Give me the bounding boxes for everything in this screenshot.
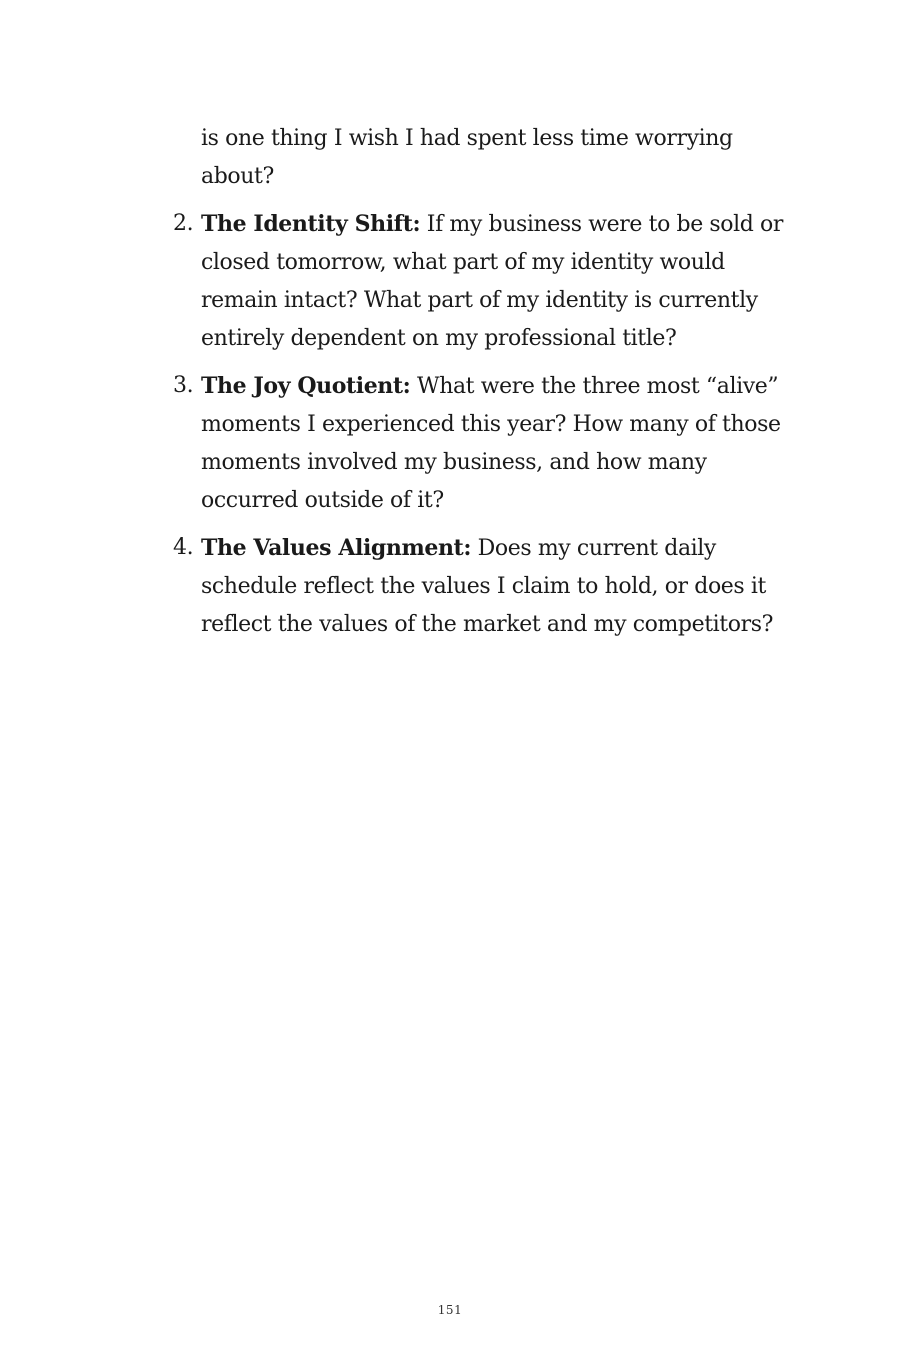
list-item-number: 4. [173, 535, 194, 560]
list-item-number: 2. [173, 211, 194, 236]
list-item [173, 529, 783, 644]
continuation-paragraph: is one thing I wish I had spent less time worrying about? [201, 126, 733, 189]
list-item-text: If my business were to be sold or closed tomorrow, what part of my identity would remain intact? What part of my identity is currently entirely dependent on my professional title? [201, 212, 784, 351]
list-item-text: What were the three most “alive” moments I experienced this year? How many of those moments involved my business, and how many occurred outside of it? [201, 374, 781, 513]
list-item-text: Does my current daily schedule reflect the values I claim to hold, or does it reflect the values of the market and my competitors? [201, 536, 773, 637]
list-item [173, 205, 783, 358]
list-item-term: The Values Alignment: [201, 535, 472, 561]
page-number: 151 [437, 1303, 463, 1317]
page-body [173, 120, 783, 653]
list-item-number: 3. [173, 373, 194, 398]
list-item-term: The Identity Shift: [201, 211, 421, 237]
list-item-term: The Joy Quotient: [201, 373, 411, 399]
list-item [173, 367, 783, 520]
